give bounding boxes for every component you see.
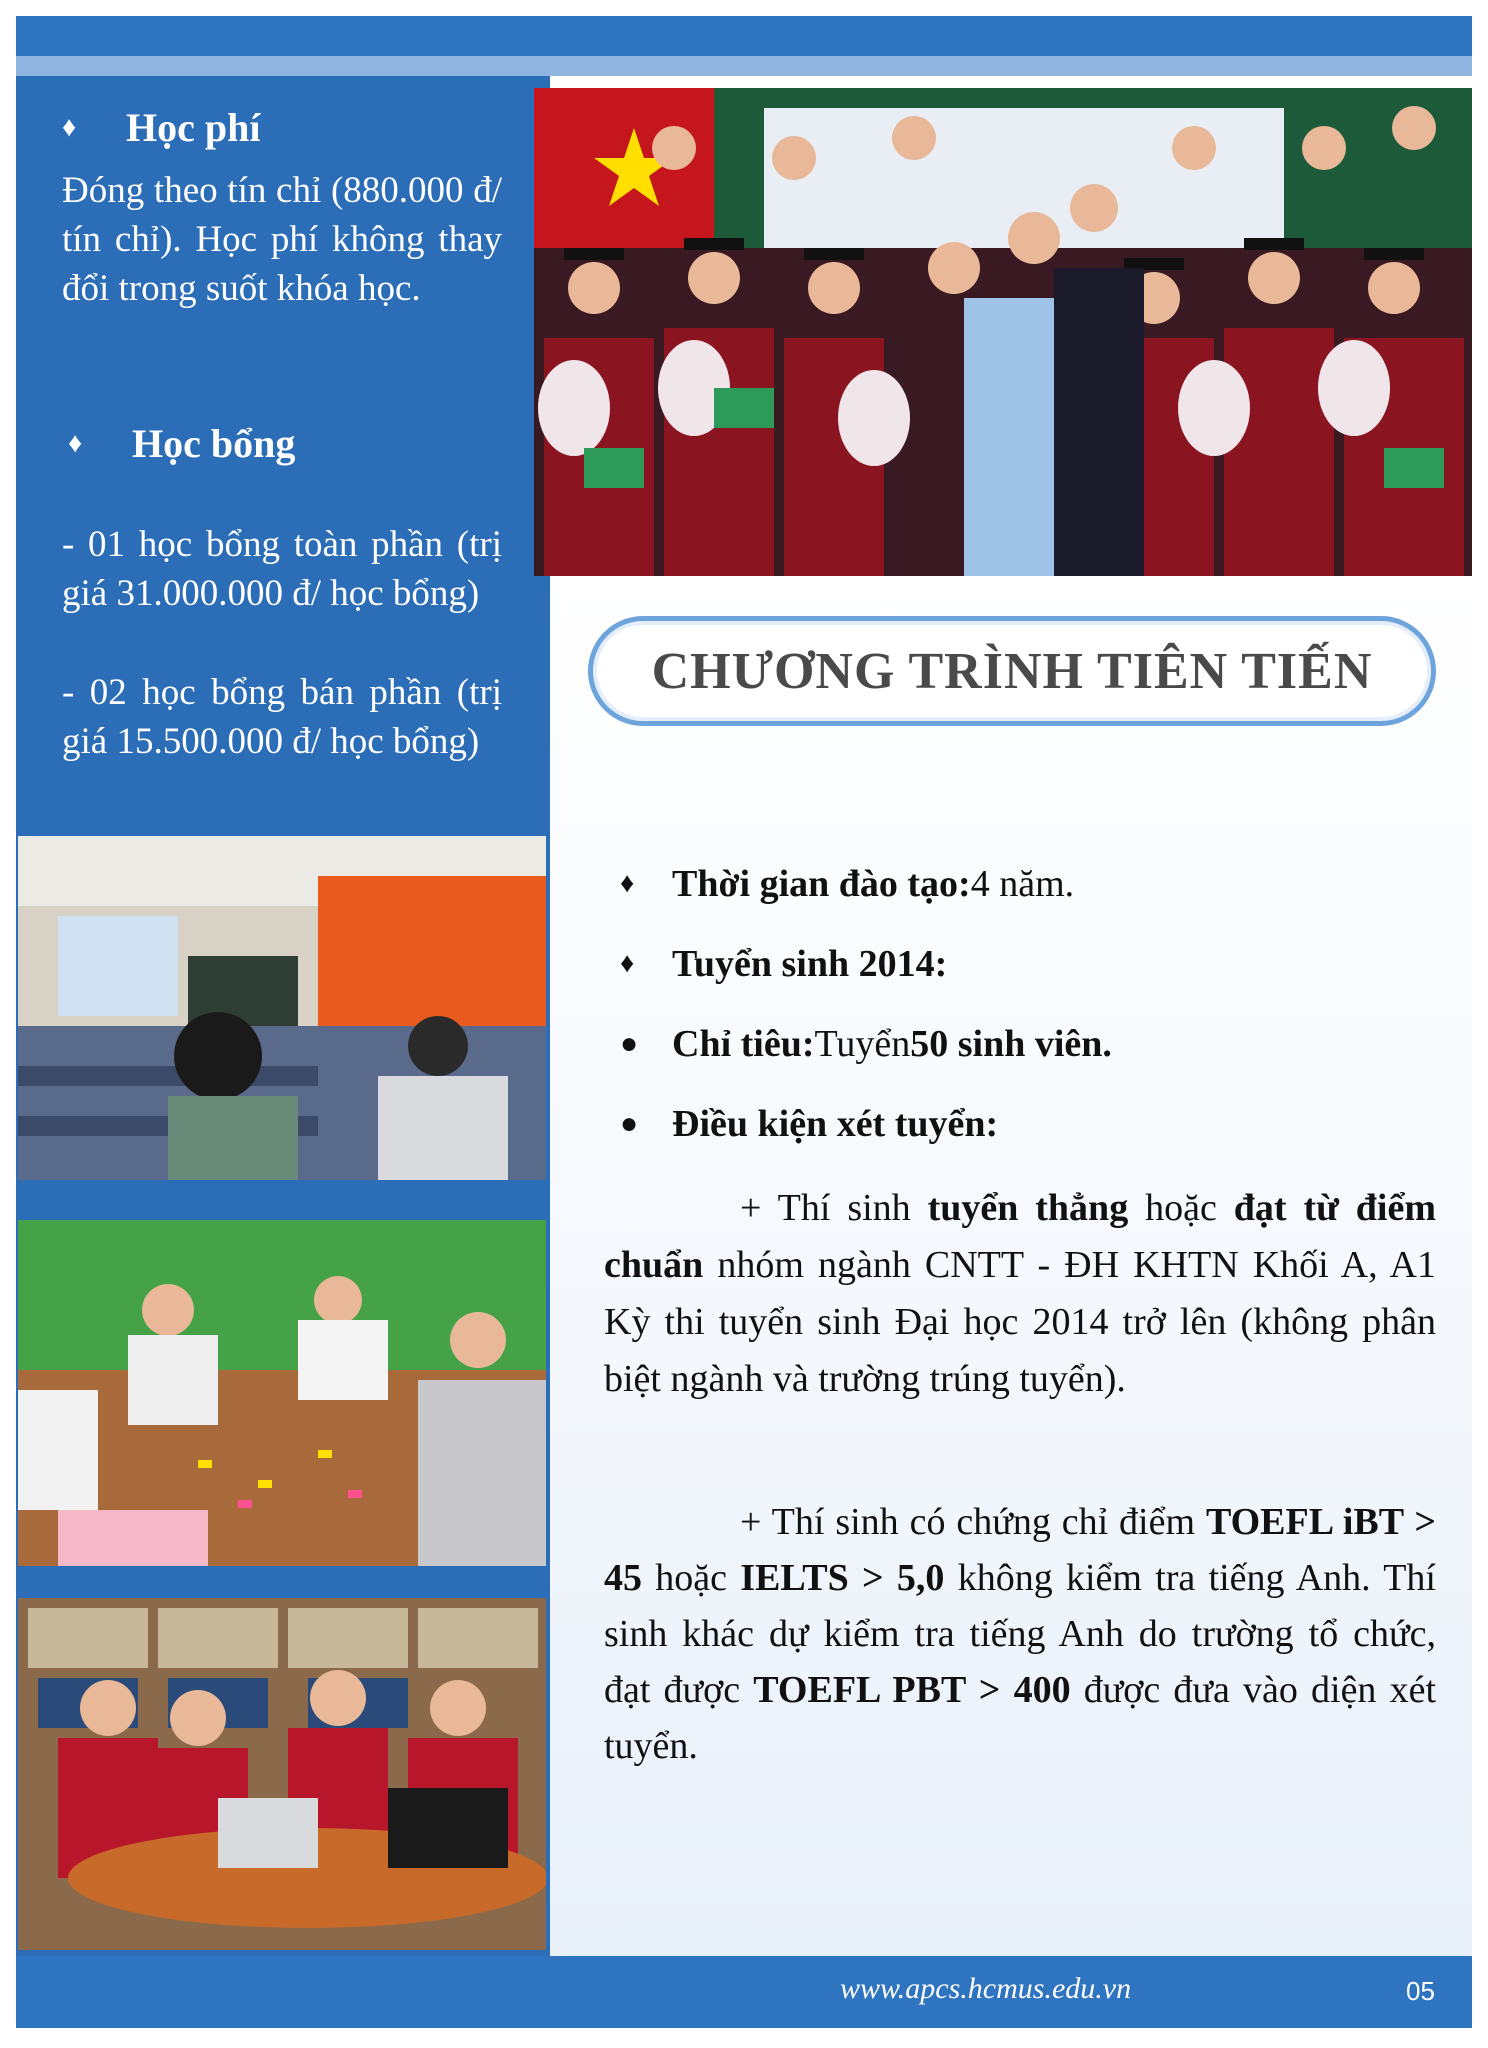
duration-label: Thời gian đào tạo: (672, 863, 971, 905)
duration-value: 4 năm. (970, 863, 1075, 905)
group-activity-photo-illustration (18, 1220, 546, 1566)
footer-bar (16, 1956, 1472, 2028)
diamond-bullet-icon: ♦ (620, 868, 635, 899)
quota-value: 50 sinh viên. (910, 1023, 1112, 1065)
top-banner (16, 16, 1472, 56)
graduation-photo-illustration (534, 88, 1472, 576)
tuition-text: Đóng theo tín chỉ (880.000 đ/ tín chỉ). Học phí không thay đổi trong suốt khóa học. (62, 170, 502, 309)
round-bullet-icon: ● (620, 1107, 639, 1140)
quota-text: Tuyển (814, 1023, 911, 1065)
scholarship-line-2: - 02 học bổng bán phần (trị giá 15.500.000 đ/ học bổng) (62, 672, 502, 762)
p2-text-1: + Thí sinh có chứng chỉ điểm (740, 1501, 1206, 1543)
p2-text-2: hoặc (642, 1557, 741, 1599)
enrollment-line (620, 942, 947, 986)
tuition-heading (62, 104, 260, 151)
p2-bold-3: TOEFL PBT > 400 (753, 1669, 1071, 1711)
conditions-label: Điều kiện xét tuyển: (672, 1103, 999, 1145)
students-laptops-photo-illustration (18, 1598, 546, 1950)
group-activity-photo (18, 1220, 546, 1566)
program-title: CHƯƠNG TRÌNH TIÊN TIẾN (651, 642, 1373, 700)
p1-bold-2: đạt từ điểm chuẩn (604, 1187, 1437, 1286)
p2-text-4: được đưa vào diện xét tuyển. (604, 1669, 1436, 1767)
website-link[interactable]: www.apcs.hcmus.edu.vn (840, 1972, 1132, 2005)
page-number: 05 (1406, 1976, 1435, 2006)
scholarship-line-1: - 01 học bổng toàn phần (trị giá 31.000.000 đ/ học bổng) (62, 524, 502, 614)
program-title-box (588, 616, 1436, 726)
conditions-line (620, 1102, 998, 1146)
scholarship-heading-text: Học bổng (132, 421, 296, 466)
condition-paragraph-2 (604, 1494, 1436, 1774)
diamond-bullet-icon: ♦ (68, 427, 83, 459)
p2-bold-1: TOEFL iBT > 45 (604, 1501, 1436, 1599)
enrollment-label: Tuyển sinh 2014: (672, 943, 948, 985)
p1-text-3: nhóm ngành CNTT - ĐH KHTN Khối A, A1 Kỳ thi tuyển sinh Đại học 2014 trở lên (không phân biệt ngành và trường trúng tuyển). (604, 1244, 1436, 1400)
classroom-photo-illustration (18, 836, 546, 1180)
tuition-heading-text: Học phí (126, 105, 261, 150)
p1-text-1: + Thí sinh (740, 1187, 928, 1229)
condition-paragraph-1 (604, 1180, 1436, 1408)
diamond-bullet-icon: ♦ (62, 111, 77, 143)
graduation-photo (534, 88, 1472, 576)
scholarship-heading (68, 420, 295, 467)
round-bullet-icon: ● (620, 1027, 639, 1060)
p1-bold-1: tuyển thẳng (927, 1187, 1129, 1229)
p1-text-2: hoặc (1128, 1187, 1234, 1229)
diamond-bullet-icon: ♦ (620, 948, 635, 979)
p2-text-3: không kiểm tra tiếng Anh. Thí sinh khác dự kiểm tra tiếng Anh do trường tổ chức, đạt được (604, 1557, 1436, 1711)
duration-line (620, 862, 1074, 906)
classroom-photo (18, 836, 546, 1180)
top-banner-stripe (16, 56, 1472, 76)
students-laptops-photo (18, 1598, 546, 1950)
p2-bold-2: IELTS > 5,0 (740, 1557, 945, 1599)
quota-line (620, 1022, 1112, 1066)
quota-label: Chỉ tiêu: (672, 1023, 815, 1065)
